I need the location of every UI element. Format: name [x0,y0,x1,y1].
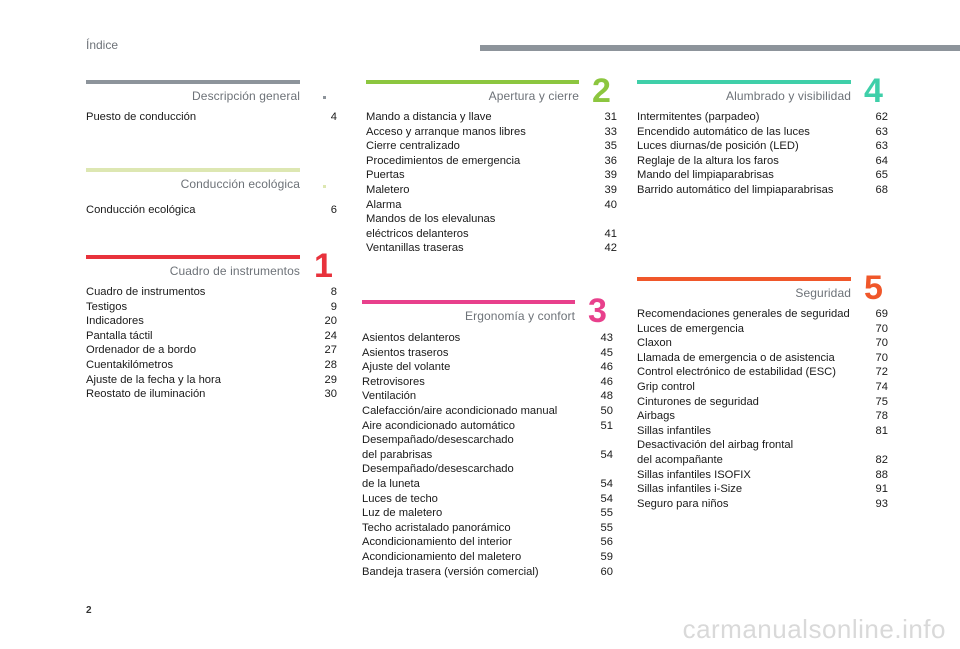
toc-entry[interactable] [362,565,613,580]
toc-entry[interactable] [362,346,613,361]
toc-entry[interactable] [637,183,888,198]
toc-entry-label: Airbags [637,410,675,423]
toc-entry-label: Indicadores [86,315,144,328]
toc-entry-page: 28 [324,358,337,371]
toc-entry-label: Bandeja trasera (versión comercial) [362,565,539,578]
toc-entry-label: Acondicionamiento del interior [362,536,512,549]
toc-entry-label: Intermitentes (parpadeo) [637,111,760,123]
toc-entry-label: Retrovisores [362,375,425,388]
section-number: 4 [864,72,883,110]
toc-entry-page: 54 [600,448,613,461]
toc-entry-page: 82 [875,453,888,466]
toc-entry-label: Luz de maletero [362,507,443,520]
toc-entry[interactable] [362,433,613,462]
section-title: Cuadro de instrumentos [169,264,300,278]
toc-entry-page: 78 [875,410,888,423]
toc-entry-label: Desempañado/desescarchado de la luneta [362,463,514,490]
toc-entry-label: Ajuste del volante [362,361,451,374]
toc-entry-page: 91 [875,483,888,496]
toc-entry[interactable] [362,404,613,419]
toc-entry-page: 68 [875,183,888,196]
section-title: Seguridad [795,286,851,300]
toc-entry[interactable] [637,351,888,366]
toc-entry-page: 50 [600,404,613,417]
toc-entry-page: 75 [875,395,888,408]
toc-entry[interactable] [637,424,888,439]
toc-entry-label: Puesto de conducción [86,111,197,123]
toc-entry[interactable] [86,110,337,125]
section-bar [86,168,300,172]
entries-conduccion-ecologica [86,203,337,218]
toc-entry[interactable] [637,395,888,410]
toc-entry-label: Cuadro de instrumentos [86,286,206,298]
toc-entry[interactable] [362,375,613,390]
toc-entry[interactable] [362,550,613,565]
toc-entry-label: Aire acondicionado automático [362,419,515,432]
toc-entry[interactable] [362,419,613,434]
toc-entry-label: Ordenador de a bordo [86,344,197,357]
toc-entry-page: 36 [604,154,617,167]
section-number: 5 [864,269,883,307]
toc-entry-label: Cuentakilómetros [86,358,174,371]
toc-entry-page: 48 [600,390,613,403]
toc-entry-page: 31 [604,111,617,123]
section-bar [637,277,851,281]
section-marker-dot [323,185,326,188]
toc-entry[interactable] [637,125,888,140]
toc-entry-page: 4 [330,111,337,123]
toc-entry[interactable] [362,360,613,375]
toc-entry-page: 74 [875,380,888,393]
toc-entry-label: Recomendaciones generales de seguridad [637,308,850,320]
entries-seguridad [637,307,888,511]
toc-entry[interactable] [366,110,617,125]
toc-entry-page: 62 [875,111,888,123]
toc-entry-label: Asientos traseros [362,346,449,359]
toc-entry[interactable] [366,183,617,198]
toc-entry[interactable] [637,482,888,497]
entries-ergonomia-confort [362,331,613,579]
toc-entry-page: 46 [600,375,613,388]
toc-entry[interactable] [86,387,337,402]
toc-entry-page: 8 [330,286,337,298]
toc-entry-label: Maletero [366,183,410,196]
toc-entry-page: 41 [604,227,617,240]
toc-entry[interactable] [86,285,337,300]
toc-entry-label: Cierre centralizado [366,140,460,153]
toc-entry[interactable] [637,497,888,512]
toc-entry-label: Procedimientos de emergencia [366,154,521,167]
section-title: Ergonomía y confort [465,309,575,323]
section-seguridad [637,277,851,300]
toc-entry-label: Ajuste de la fecha y la hora [86,373,221,386]
toc-entry-label: Luces diurnas/de posición (LED) [637,140,799,153]
toc-entry-page: 56 [600,536,613,549]
toc-entry-label: Ventanillas traseras [366,242,464,255]
toc-entry[interactable] [366,198,617,213]
toc-entry-page: 35 [604,140,617,153]
toc-entry-page: 40 [604,198,617,211]
toc-entry-page: 81 [875,424,888,437]
toc-entry[interactable] [86,314,337,329]
section-ergonomia-confort [362,300,575,323]
section-number: 3 [588,292,607,330]
toc-entry-page: 39 [604,169,617,182]
page-number: 2 [86,605,92,616]
section-bar [86,255,300,259]
toc-entry-label: Ventilación [362,390,417,403]
toc-entry-label: Desempañado/desescarchado del parabrisas [362,434,514,461]
toc-entry-label: Reglaje de la altura los faros [637,154,779,167]
toc-entry-page: 93 [875,497,888,510]
toc-entry-label: Sillas infantiles i-Size [637,483,743,496]
toc-entry-page: 43 [600,332,613,344]
toc-entry[interactable] [362,331,613,346]
toc-entry-label: Reostato de iluminación [86,388,206,401]
toc-entry[interactable] [86,203,337,218]
toc-entry-label: Acondicionamiento del maletero [362,550,522,563]
toc-entry-label: Barrido automático del limpiaparabrisas [637,183,834,196]
toc-entry-label: Encendido automático de las luces [637,125,810,138]
toc-entry-label: Asientos delanteros [362,332,461,344]
toc-entry[interactable] [637,365,888,380]
toc-entry[interactable] [637,139,888,154]
toc-entry[interactable] [362,535,613,550]
toc-entry[interactable] [637,380,888,395]
section-title: Conducción ecológica [180,177,300,191]
toc-entry-page: 24 [324,329,337,342]
toc-entry[interactable] [366,154,617,169]
toc-entry[interactable] [366,139,617,154]
toc-entry-label: Alarma [366,198,402,211]
toc-entry-label: Desactivación del airbag frontal del acompañante [637,439,794,466]
toc-entry-page: 33 [604,125,617,138]
entries-apertura-cierre [366,110,617,256]
toc-entry-label: Calefacción/aire acondicionado manual [362,404,558,417]
section-bar [637,80,851,84]
toc-entry[interactable] [637,168,888,183]
toc-entry-page: 88 [875,468,888,481]
toc-entry-page: 69 [875,308,888,320]
toc-entry-page: 20 [324,315,337,328]
entries-descripcion-general [86,110,337,125]
toc-entry-page: 55 [600,521,613,534]
toc-entry-page: 60 [600,565,613,578]
toc-entry-label: Pantalla táctil [86,329,153,342]
entries-cuadro-instrumentos [86,285,337,402]
toc-entry[interactable] [637,409,888,424]
section-title: Alumbrado y visibilidad [725,89,851,103]
toc-entry[interactable] [86,343,337,358]
toc-entry-page: 29 [324,373,337,386]
section-title: Apertura y cierre [488,89,579,103]
page-header-title: Índice [86,38,119,52]
watermark: carmanualsonline.info [682,614,946,644]
toc-entry[interactable] [366,168,617,183]
toc-entry[interactable] [637,110,888,125]
toc-entry[interactable] [637,154,888,169]
toc-entry-label: Llamada de emergencia o de asistencia [637,351,835,364]
section-cuadro-instrumentos [86,255,300,278]
toc-entry-page: 64 [875,154,888,167]
toc-entry[interactable] [362,506,613,521]
toc-entry[interactable] [637,336,888,351]
toc-entry-label: Luces de emergencia [637,322,744,335]
toc-entry[interactable] [637,307,888,322]
section-marker-dot [323,96,326,99]
toc-entry-page: 70 [875,351,888,364]
toc-entry-page: 72 [875,366,888,379]
toc-entry[interactable] [366,125,617,140]
section-title: Descripción general [192,89,300,103]
toc-entry-page: 6 [330,204,337,216]
toc-entry-page: 70 [875,322,888,335]
section-alumbrado-visibilidad [637,80,851,103]
toc-entry-page: 9 [330,300,337,313]
toc-entry[interactable] [86,373,337,388]
toc-entry-label: Sillas infantiles ISOFIX [637,468,751,481]
section-number: 1 [314,247,333,285]
toc-entry-page: 27 [324,344,337,357]
toc-entry-page: 51 [600,419,613,432]
toc-entry-page: 39 [604,183,617,196]
toc-entry-page: 59 [600,550,613,563]
toc-entry-label: Testigos [86,300,128,313]
section-bar [362,300,575,304]
toc-entry[interactable] [86,300,337,315]
toc-entry-label: Cinturones de seguridad [637,395,759,408]
section-bar [86,80,300,84]
toc-entry[interactable] [637,438,888,467]
section-conduccion-ecologica [86,168,300,191]
toc-entry-page: 63 [875,140,888,153]
toc-entry[interactable] [86,329,337,344]
toc-entry-label: Conducción ecológica [86,204,196,216]
toc-entry-label: Mandos de los elevalunas eléctricos delanteros [366,213,496,240]
toc-entry-label: Acceso y arranque manos libres [366,125,526,138]
toc-entry-page: 54 [600,477,613,490]
toc-entry[interactable] [362,492,613,507]
section-apertura-cierre [366,80,579,103]
toc-entry[interactable] [362,462,613,491]
section-descripcion-general [86,80,300,103]
toc-entry-label: Puertas [366,169,405,182]
section-number: 2 [592,72,611,110]
toc-entry[interactable] [362,389,613,404]
entries-alumbrado-visibilidad [637,110,888,198]
toc-entry[interactable] [637,322,888,337]
toc-entry-label: Mando del limpiaparabrisas [637,169,774,182]
toc-entry-label: Claxon [637,337,672,350]
toc-entry-label: Techo acristalado panorámico [362,521,511,534]
toc-entry-page: 70 [875,337,888,350]
toc-entry-page: 54 [600,492,613,505]
toc-entry-page: 42 [604,242,617,255]
toc-entry-page: 30 [324,388,337,401]
toc-entry[interactable] [366,212,617,241]
toc-entry-label: Sillas infantiles [637,424,711,437]
toc-entry-label: Control electrónico de estabilidad (ESC) [637,366,836,379]
toc-entry-label: Seguro para niños [637,497,729,510]
toc-entry-page: 45 [600,346,613,359]
toc-entry[interactable] [637,468,888,483]
toc-entry-page: 46 [600,361,613,374]
toc-entry-page: 55 [600,507,613,520]
toc-entry[interactable] [362,521,613,536]
header-bar [480,45,960,51]
toc-entry-label: Mando a distancia y llave [366,111,492,123]
toc-entry-page: 65 [875,169,888,182]
section-bar [366,80,579,84]
toc-entry-label: Luces de techo [362,492,438,505]
toc-entry[interactable] [86,358,337,373]
toc-entry-label: Grip control [637,380,695,393]
toc-entry-page: 63 [875,125,888,138]
toc-entry[interactable] [366,241,617,256]
